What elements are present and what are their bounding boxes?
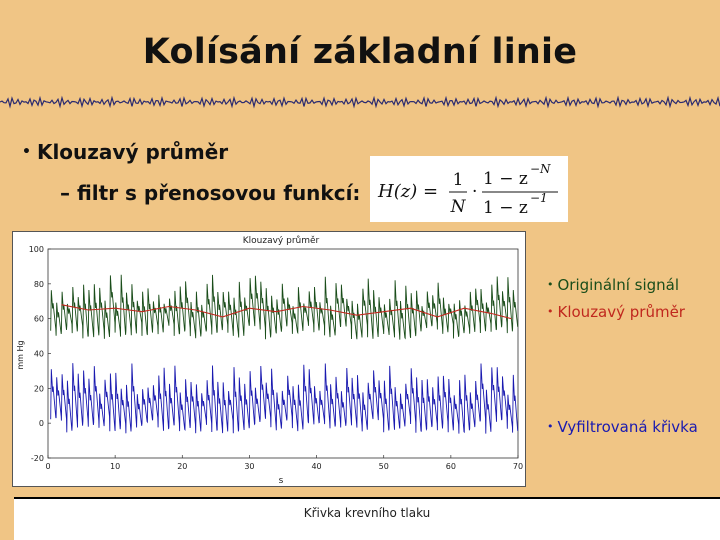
sub-bullet-filter: – filtr s přenosovou funkcí: (60, 181, 361, 205)
chart-canvas (13, 232, 525, 486)
bullet-dot: • (22, 144, 31, 160)
slide-title: Kolísání základní linie (142, 32, 578, 72)
x-axis-label: s (278, 476, 284, 486)
y-tick-label: 0 (38, 419, 44, 429)
legend-dot: • (547, 305, 554, 318)
legend-original-signal (547, 276, 679, 294)
x-tick-label: 70 (512, 462, 524, 471)
x-tick-label: 0 (45, 462, 51, 471)
x-tick-label: 40 (311, 462, 322, 471)
y-tick-label: 40 (33, 349, 44, 359)
formula-frac2-den-exp: −1 (530, 191, 548, 205)
x-tick-label: 10 (110, 462, 121, 471)
x-tick-label: 50 (378, 462, 389, 471)
filtered-curve-line (51, 363, 518, 434)
chart-title: Klouzavý průměr (242, 236, 320, 246)
legend-moving-average (547, 303, 685, 321)
formula-frac2-num: 1 − z (483, 169, 528, 189)
bullet-moving-average (22, 140, 228, 164)
formula-frac1-num: 1 (452, 170, 464, 190)
formula-dot: · (472, 182, 478, 202)
formula-frac2-num-exp: −N (530, 162, 551, 176)
legend-label: Originální signál (557, 276, 680, 294)
legend-dot: • (547, 420, 554, 433)
y-tick-label: 60 (33, 314, 44, 324)
legend-filtered-curve (547, 418, 698, 436)
legend-dot: • (547, 278, 554, 291)
formula-lhs: H(z) = (378, 181, 439, 202)
x-tick-label: 60 (445, 462, 456, 471)
x-tick-label: 30 (244, 462, 255, 471)
formula-frac1-den: N (450, 197, 466, 217)
blood-pressure-chart (12, 231, 526, 487)
bullet-text: Klouzavý průměr (36, 140, 229, 164)
legend-label: Klouzavý průměr (557, 303, 685, 321)
chart-caption: Křivka krevního tlaku (303, 506, 431, 520)
original-signal-line (51, 275, 518, 340)
title-divider (0, 94, 720, 110)
y-axis-label: mm Hg (16, 340, 25, 370)
legend-label: Vyfiltrovaná křivka (557, 418, 698, 436)
y-tick-label: -20 (30, 454, 44, 463)
y-tick-label: 100 (28, 245, 44, 254)
y-tick-label: 20 (33, 384, 44, 394)
plot-area-frame (48, 249, 518, 458)
formula-frac2-den: 1 − z (483, 198, 528, 218)
x-tick-label: 20 (177, 462, 188, 471)
y-tick-label: 80 (33, 279, 44, 289)
transfer-function-formula (370, 156, 568, 222)
